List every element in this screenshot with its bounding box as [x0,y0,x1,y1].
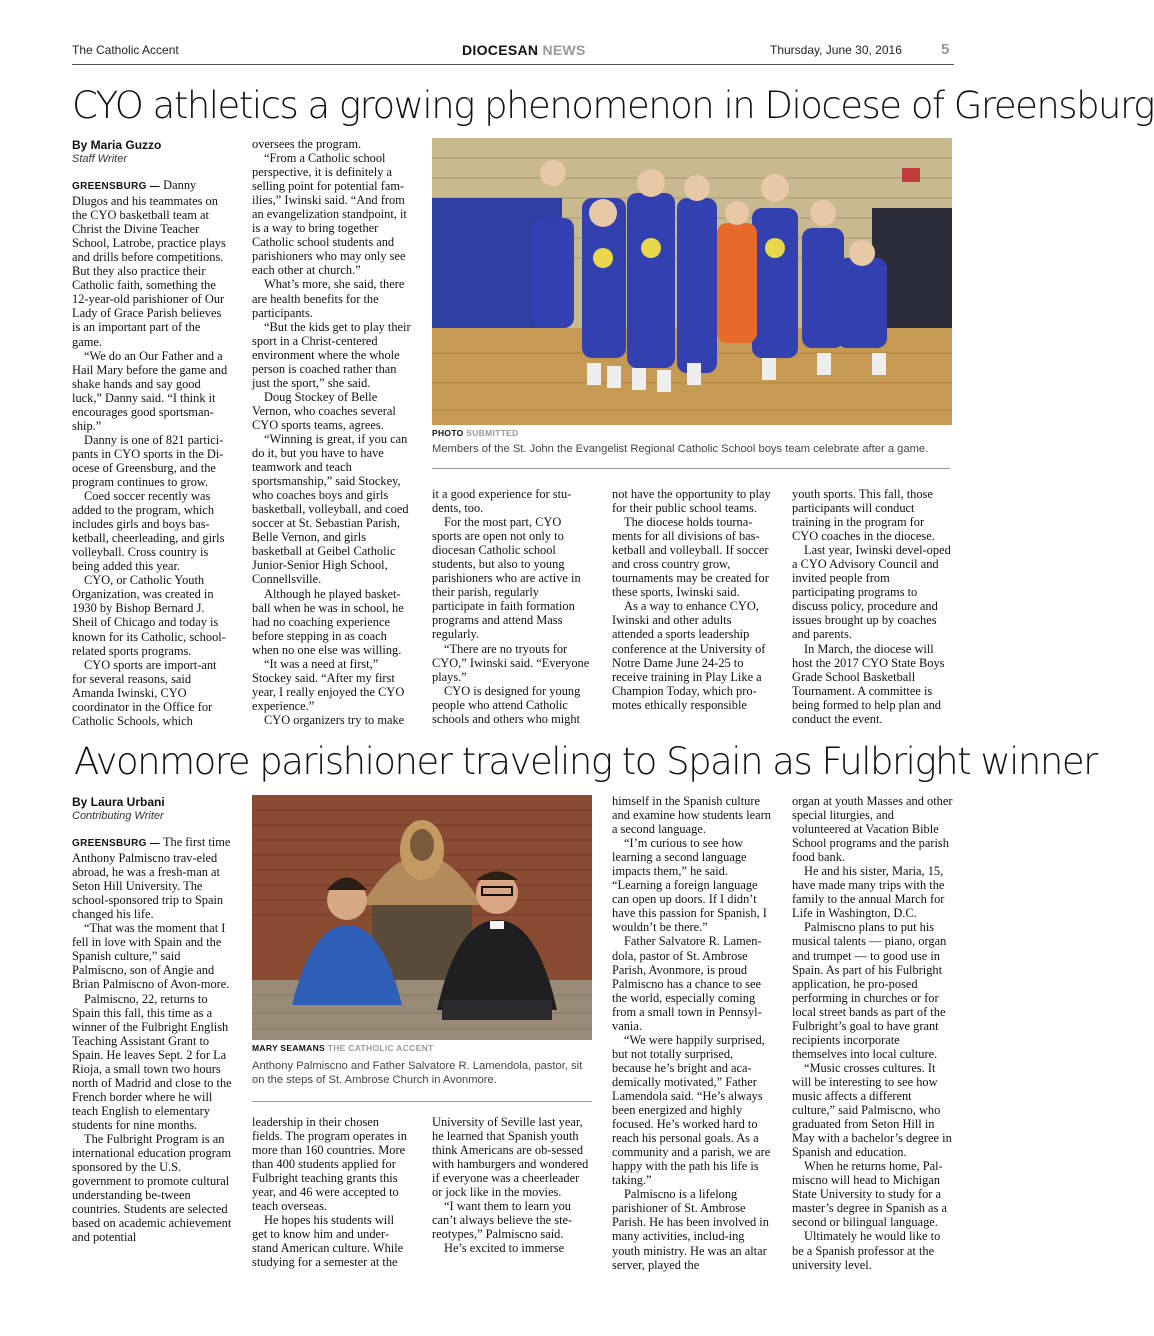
article1-paragraph: Danny Dlugos and his teammates on the CYO basketball team at Christ the Divine Teacher School, Latrobe, practice plays and drills before competitions. But they also practice their Catholic faith, something the 12-year-old parishioner of Our Lady of Grace Parish believes is an important part of the game. [72,178,226,349]
article2-paragraph: Father Salvatore R. Lamen-dola, pastor of St. Ambrose Parish, Avonmore, is proud Palmiscno has a chance to see the world, especially coming from a small town in Pennsyl-vania. [612,934,762,1033]
page-number: 5 [941,41,950,58]
article1-paragraph: Coed soccer recently was added to the program, which includes girls and boys bas-ketball, cheerleading, and girls volleyball. Cross country is being added this year. [72,489,225,574]
article2-byline: By Laura Urbani [72,795,165,809]
article1-paragraph: “It was a need at first,” Stockey said. “After my first year, I really enjoyed the CYO experience.” [252,656,405,713]
article2-paragraph: “I’m curious to see how learning a second language impacts them,” he said. “Learning a foreign language can open up doors. If I didn’t have this passion for Spanish, I wouldn’t be there.” [612,836,767,935]
article1-paragraph: In March, the diocese will host the 2017 CYO State Boys Grade School Basketball Tournament. A committee is being formed to help plan and conduct the event. [792,641,945,726]
photo-credit-source: THE CATHOLIC ACCENT [327,1043,434,1053]
team-photo-image [432,138,952,425]
article1-dateline: GREENSBURG — [72,181,161,192]
team-photo [432,138,952,425]
caption-rule [432,468,950,469]
article1-photo-caption: Members of the St. John the Evangelist Regional Catholic School boys team celebrate after a game. [432,443,929,455]
article1-paragraph: “From a Catholic school perspective, it is definitely a selling point for potential fam-ilies,” Iwinski said. “And from an evangelization standpoint, it is a way to bring together Catholic school students and parishioners who may only see each other at church.” [252,151,407,278]
photo-credit-label: PHOTO [432,428,464,438]
header-rule [72,64,954,65]
article1-paragraph: CYO organizers try to make [264,712,405,727]
article1-paragraph: What’s more, she said, there are health benefits for the participants. [252,277,405,320]
section-title-bold: DIOCESAN [462,42,539,58]
article2-paragraph: Palmiscno is a lifelong parishioner of St. Ambrose Parish. He has been involved in many activities, includ-ing youth ministry. He was an altar server, played the [612,1187,769,1272]
article2-paragraph: The Fulbright Program is an international education program sponsored by the U.S. government to promote cultural understanding be-tween countries. Students are selected based on academic achievement and potential [72,1131,232,1245]
article1-paragraph: Doug Stockey of Belle Vernon, who coaches several CYO sports teams, agrees. [252,389,396,432]
article2-paragraph: Palmiscno plans to put his musical talents — piano, organ and trumpet — to good use in Spain. As part of his Fulbright application, he pro-posed performing in churches or for local street bands as part of the Fulbright’s goal to have grant recipients incorporate themselves into local culture. [792,920,947,1061]
article2-paragraph: leadership in their chosen fields. The program operates in more than 160 countries. More than 400 students applied for Fulbright teaching grants this year, and 46 were accepted to teach overseas. [252,1115,407,1214]
article1-paragraph: not have the opportunity to play for their public school teams. [612,487,771,516]
article2-paragraph: himself in the Spanish culture and examine how students learn a second language. [612,794,771,837]
article1-paragraph: youth sports. This fall, those participants will conduct training in the program for CYO coaches in the diocese. [792,487,935,544]
photo-credit-source: SUBMITTED [466,428,519,438]
article2-paragraph: “I want them to learn you can’t always believe the ste-reotypes,” Palmiscno said. [432,1199,573,1242]
article2-byline-title: Contributing Writer [72,810,164,822]
article2-paragraph: He and his sister, Maria, 15, have made many trips with the family to the annual March for Life in Washington, D.C. [792,864,945,921]
article2-column-4 [612,794,774,1272]
article2-photo-caption: Anthony Palmiscno and Father Salvatore R. Lamendola, pastor, sit on the steps of St. Ambrose Church in Avonmore. [252,1060,583,1086]
article2-paragraph: Ultimately he would like to be a Spanish professor at the university level. [792,1229,941,1272]
article2-column-5 [792,794,954,1272]
article1-paragraph: it a good experience for stu-dents, too. [432,487,572,516]
article2-paragraph: The first time Anthony Palmiscno trav-eled abroad, he was a fresh-man at Seton Hill University. The school-sponsored trip to Spain changed his life. [72,835,231,922]
church-steps-photo-image [252,795,592,1040]
article1-headline: CYO athletics a growing phenomenon in Diocese of Greensburg [72,84,1154,127]
article1-paragraph: CYO, or Catholic Youth Organization, was created in 1930 by Bishop Bernard J. Sheil of Chicago and today is known for its Catholic, school-related sports programs. [72,573,226,658]
article2-paragraph: He’s excited to immerse [444,1241,565,1256]
article1-paragraph: As a way to enhance CYO, Iwinski and other adults attended a sports leadership conference at the University of Notre Dame June 24-25 to receive training in Play Like a Champion Today, which pro-motes ethically responsible [612,599,766,712]
article1-paragraph: Although he played basket-ball when he was in school, he had no coaching experience before stepping in as coach when no one else was willing. [252,586,404,657]
article1-paragraph: For the most part, CYO sports are open not only to diocesan Catholic school students, but also to young parishioners who are active in their parish, regularly participate in faith formation programs and attend Mass regularly. [432,515,581,642]
issue-date: Thursday, June 30, 2016 [770,43,902,57]
article2-dateline: GREENSBURG — [72,838,161,849]
article1-paragraph: “We do an Our Father and a Hail Mary before the game and shake hands and say good luck,” Danny said. “I think it encourages good sportsman-ship.” [72,348,228,433]
article2-paragraph: Palmiscno, 22, returns to Spain this fall, this time as a winner of the Fulbright English Teaching Assistant Grant to Spain. He leaves Sept. 2 for La Rioja, a small town two hours north of Madrid and close to the French border where he will teach English to elementary students for nine months. [72,991,232,1132]
article1-paragraph: oversees the program. [252,137,362,151]
article1-column-3 [432,487,592,726]
article2-paragraph: When he returns home, Pal-miscno will head to Michigan State University to study for a master’s degree in Spanish as a second or bilingual language. [792,1159,947,1230]
section-title [462,42,586,58]
article1-paragraph: The diocese holds tourna-ments for all divisions of bas-ketball and volleyball. If soccer and cross country grow, tournaments may be created for these sports, Iwinski said. [612,515,769,600]
article1-byline-title: Staff Writer [72,153,128,165]
article1-paragraph: Danny is one of 821 partici-pants in CYO sports in the Di-ocese of Greensburg, and the program continues to grow. [72,432,224,489]
article2-photo-credit [252,1043,434,1053]
article2-column-1 [72,835,232,1244]
article1-paragraph: CYO is designed for young people who attend Catholic schools and others who might [432,683,581,726]
article1-column-2 [252,137,412,727]
article2-paragraph: organ at youth Masses and other special liturgies, and volunteered at Vacation Bible School programs and the parish food bank. [792,794,953,865]
article1-column-5 [792,487,952,726]
article1-paragraph: “There are no tryouts for CYO,” Iwinski said. “Everyone plays.” [432,641,590,684]
section-title-light: NEWS [542,42,586,58]
photo-credit-label: MARY SEAMANS [252,1043,326,1053]
article1-paragraph: “Winning is great, if you can do it, but you have to have teamwork and teach sportsmanship,” said Stockey, who coaches boys and girls basketball, volleyball, and coed soccer at St. Sebastian Parish, Belle Vernon, and girls basketball at Geibel Catholic Junior-Senior High School, Connellsville. [252,431,409,587]
article2-column-2 [252,1115,412,1270]
article2-paragraph: “That was the moment that I fell in love with Spain and the Spanish culture,” said Palmiscno, son of Angie and Brian Palmiscno of Avon-more. [72,921,230,992]
article2-paragraph: “Music crosses cultures. It will be interesting to see how music affects a different culture,” said Palmiscno, who graduated from Seton Hill in May with a bachelor’s degree in Spanish and education. [792,1060,952,1160]
publication-name: The Catholic Accent [72,43,179,57]
article1-photo-credit [432,428,519,438]
article1-column-1 [72,178,232,728]
article2-column-3 [432,1115,592,1255]
article2-paragraph: University of Seville last year, he learned that Spanish youth think Americans are ob-sessed with hamburgers and wondered if everyone was a cheerleader or jock like in the movies. [432,1115,589,1200]
caption-rule [252,1101,592,1102]
article2-paragraph: “We were happily surprised, but not totally surprised, because he’s bright and aca-demically motivated,” Father Lamendola said. “He’s always been energized and highly focused. He’s worked hard to reach his personal goals. As a community and a parish, we are happy with the path his life is taking.” [612,1032,771,1188]
article1-paragraph: Last year, Iwinski devel-oped a CYO Advisory Council and invited people from participating programs to discuss policy, procedure and issues brought up by coaches and parents. [792,543,951,642]
article1-column-4 [612,487,772,712]
church-steps-photo [252,795,592,1040]
article1-byline: By Maria Guzzo [72,138,162,152]
article1-paragraph: CYO sports are import-ant for several reasons, said Amanda Iwinski, CYO coordinator in the Office for Catholic Schools, which [72,657,217,728]
article2-paragraph: He hopes his students will get to know him and under-stand American culture. While studying for a semester at the [252,1213,404,1270]
article1-paragraph: “But the kids get to play their sport in a Christ-centered environment where the whole person is coached rather than just the sport,” she said. [252,319,411,390]
article2-headline: Avonmore parishioner traveling to Spain as Fulbright winner [74,740,1097,783]
